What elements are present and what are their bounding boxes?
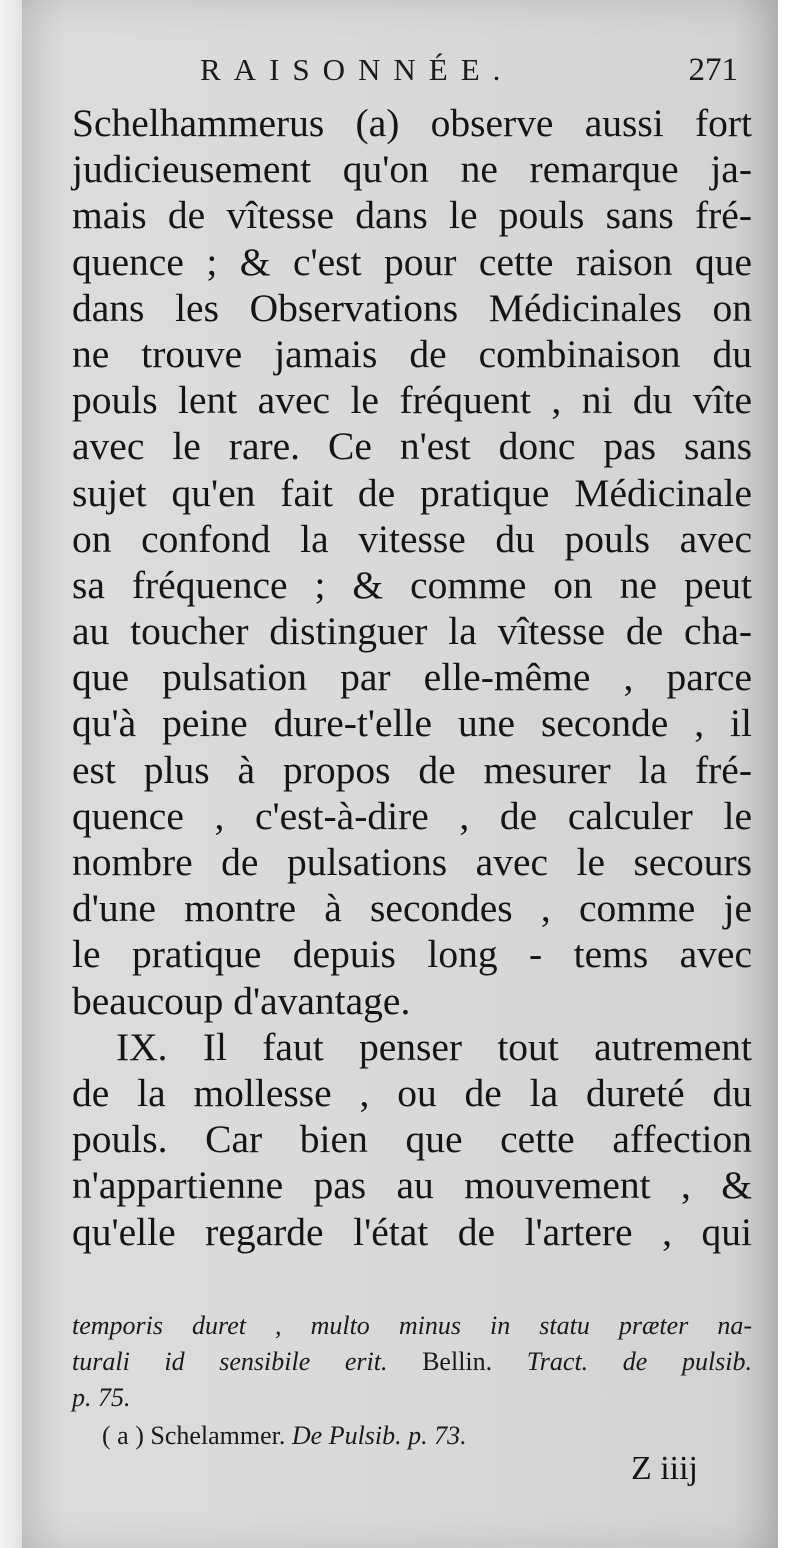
running-head: RAISONNÉE.	[200, 52, 514, 87]
footnote-line	[72, 1344, 752, 1380]
footnote-reference	[72, 1418, 752, 1454]
text-line: qu'à peine dure-t'elle une seconde , il	[72, 701, 752, 746]
text-line: pouls. Car bien que cette affection	[72, 1117, 752, 1162]
text-line: on confond la vitesse du pouls avec	[72, 516, 752, 561]
text-line: mais de vîtesse dans le pouls sans fré-	[72, 193, 752, 238]
text-line: d'une montre à secondes , comme je	[72, 886, 752, 931]
book-page	[22, 0, 778, 1548]
text-line: que pulsation par elle-même , parce	[72, 655, 752, 700]
footnote-line	[72, 1380, 752, 1416]
text-line: avec le rare. Ce n'est donc pas sans	[72, 424, 752, 469]
footnote-page: p. 75.	[72, 1383, 131, 1412]
page-header	[22, 52, 778, 96]
text-line: nombre de pulsations avec le secours	[72, 840, 752, 884]
text-line: de la mollesse , ou de la dureté du	[72, 1070, 752, 1115]
text-line: Schelhammerus (a) observe aussi fort	[72, 101, 752, 145]
text-line: quence ; & c'est pour cette raison que	[72, 239, 752, 284]
text-line: ne trouve jamais de combinaison du	[72, 331, 752, 376]
footnote-line	[72, 1308, 752, 1344]
text-line: au toucher distinguer la vîtesse de cha-	[72, 609, 752, 654]
text-line: quence , c'est-à-dire , de calculer le	[72, 793, 752, 838]
text-line: judicieusement qu'on ne remarque ja-	[72, 147, 752, 192]
signature-mark: Z iiij	[630, 1450, 698, 1487]
footnote-author: Bellin.	[387, 1347, 527, 1376]
text-line: est plus à propos de mesurer la fré-	[72, 747, 752, 792]
footnote-title: Tract. de pulsib.	[526, 1347, 753, 1376]
text-line: n'appartienne pas au mouvement , &	[72, 1163, 752, 1208]
main-text	[72, 100, 752, 1255]
footnote-text: turali id sensibile erit.	[72, 1347, 388, 1376]
footnotes	[72, 1308, 752, 1454]
text-line: sa fréquence ; & comme on ne peut	[72, 562, 752, 607]
footnote-ref-author: Schelammer.	[150, 1421, 292, 1450]
text-line: qu'elle regarde l'état de l'artere , qui	[72, 1209, 752, 1254]
scan-margin	[0, 0, 22, 1548]
footnote-marker: ( a )	[102, 1421, 151, 1450]
page-number: 271	[688, 52, 738, 88]
text-line: le pratique depuis long - tems avec	[72, 932, 752, 977]
footnote-ref-title: De Pulsib. p. 73.	[291, 1421, 467, 1450]
footnote-text: temporis duret , multo minus in statu præter na-	[72, 1311, 752, 1340]
text-line: pouls lent avec le fréquent , ni du vîte	[72, 378, 752, 423]
text-line: dans les Observations Médicinales on	[72, 285, 752, 330]
section-start-line: IX. Il faut penser tout autrement	[116, 1024, 752, 1069]
text-line: sujet qu'en fait de pratique Médicinale	[72, 470, 752, 515]
text-line: beaucoup d'avantage.	[72, 978, 411, 1023]
